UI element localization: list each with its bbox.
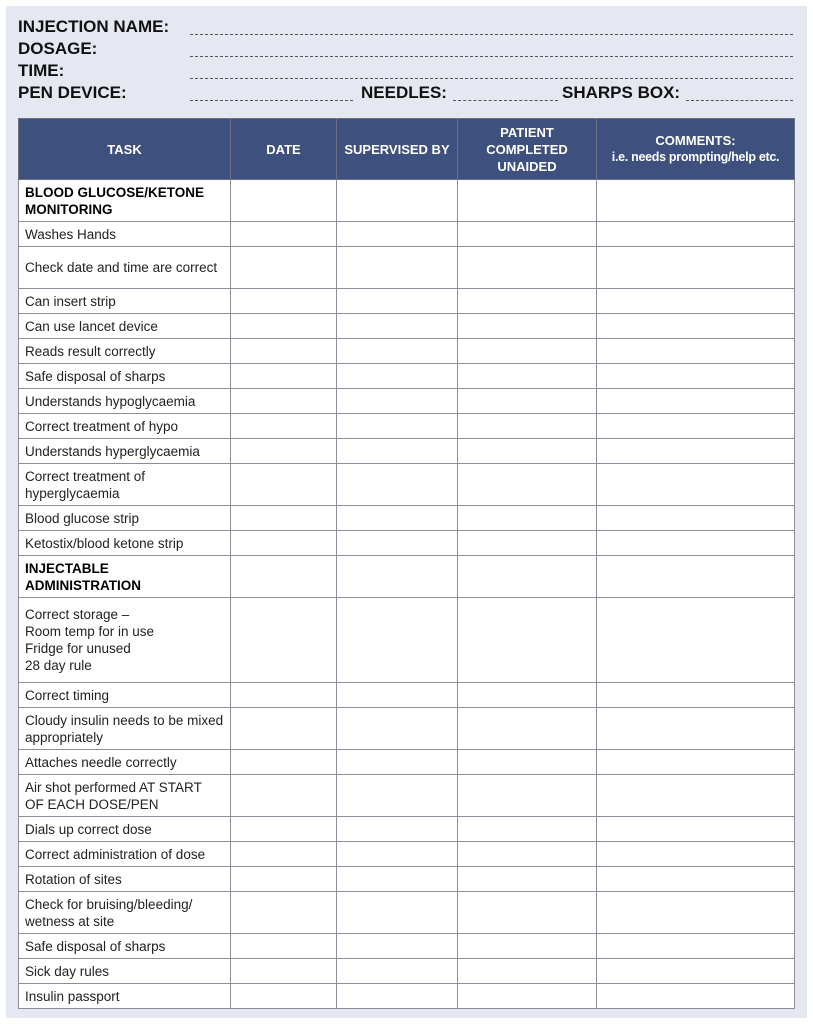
table-row [19, 389, 795, 414]
task-label: Sick day rules [19, 959, 231, 984]
supervised-by-cell[interactable] [337, 817, 458, 842]
comments-cell[interactable] [597, 531, 795, 556]
date-cell[interactable] [231, 439, 337, 464]
table-row [19, 775, 795, 817]
date-cell[interactable] [231, 984, 337, 1009]
task-label: Correct treatment of hypo [19, 414, 231, 439]
task-label: Check for bruising/bleeding/ wetness at site [19, 892, 231, 934]
supervised-by-cell[interactable] [337, 959, 458, 984]
supervised-by-cell[interactable] [337, 750, 458, 775]
comments-cell[interactable] [597, 708, 795, 750]
task-column-header: TASK [19, 119, 231, 180]
patient-completed-cell[interactable] [458, 867, 597, 892]
date-cell[interactable] [231, 414, 337, 439]
patient-completed-cell[interactable] [458, 247, 597, 289]
dosage-underline [190, 56, 793, 57]
pen-device-label: PEN DEVICE: [18, 83, 127, 102]
task-label: Dials up correct dose [19, 817, 231, 842]
section-heading: INJECTABLE ADMINISTRATION [19, 556, 231, 598]
sharps-box-label: SHARPS BOX: [562, 83, 681, 102]
supervised-by-cell[interactable] [337, 867, 458, 892]
time-underline [190, 78, 793, 79]
date-cell[interactable] [231, 598, 337, 683]
date-cell[interactable] [231, 531, 337, 556]
patient-completed-cell[interactable] [458, 314, 597, 339]
task-label: Correct administration of dose [19, 842, 231, 867]
supervised-by-cell[interactable] [337, 180, 458, 222]
date-cell[interactable] [231, 506, 337, 531]
date-cell[interactable] [231, 775, 337, 817]
date-cell[interactable] [231, 339, 337, 364]
task-label: Can insert strip [19, 289, 231, 314]
dosage-row [18, 38, 794, 60]
table-row [19, 247, 795, 289]
date-cell[interactable] [231, 959, 337, 984]
checklist-table [18, 118, 795, 1009]
patient-completed-cell[interactable] [458, 598, 597, 683]
supervised-by-cell[interactable] [337, 892, 458, 934]
comments-cell[interactable] [597, 892, 795, 934]
comments-cell[interactable] [597, 817, 795, 842]
date-cell[interactable] [231, 389, 337, 414]
supervised-by-cell[interactable] [337, 842, 458, 867]
comments-cell[interactable] [597, 984, 795, 1009]
task-label: Air shot performed AT START OF EACH DOSE/PEN [19, 775, 231, 817]
table-row [19, 314, 795, 339]
patient-completed-cell[interactable] [458, 984, 597, 1009]
table-row [19, 959, 795, 984]
task-label: Correct storage – Room temp for in use Fridge for unused 28 day rule [19, 598, 231, 683]
date-cell[interactable] [231, 683, 337, 708]
patient-completed-cell[interactable] [458, 289, 597, 314]
task-label: Understands hypoglycaemia [19, 389, 231, 414]
task-label: Understands hyperglycaemia [19, 439, 231, 464]
patient-completed-cell[interactable] [458, 775, 597, 817]
time-row [18, 60, 794, 82]
table-row [19, 414, 795, 439]
date-cell[interactable] [231, 222, 337, 247]
date-column-header: DATE [231, 119, 337, 180]
task-label: Reads result correctly [19, 339, 231, 364]
patient-completed-cell[interactable] [458, 506, 597, 531]
table-row [19, 842, 795, 867]
table-row [19, 892, 795, 934]
table-row [19, 339, 795, 364]
task-label: Can use lancet device [19, 314, 231, 339]
table-row [19, 750, 795, 775]
table-row [19, 934, 795, 959]
task-label: Correct timing [19, 683, 231, 708]
table-row [19, 506, 795, 531]
needles-label: NEEDLES: [361, 83, 447, 102]
supervised-by-cell[interactable] [337, 531, 458, 556]
comments-cell[interactable] [597, 842, 795, 867]
patient-completed-cell[interactable] [458, 389, 597, 414]
date-cell[interactable] [231, 180, 337, 222]
supervised-by-cell[interactable] [337, 389, 458, 414]
patient-completed-cell[interactable] [458, 708, 597, 750]
table-row [19, 984, 795, 1009]
patient-completed-cell[interactable] [458, 817, 597, 842]
date-cell[interactable] [231, 892, 337, 934]
supervised-by-cell[interactable] [337, 556, 458, 598]
table-row [19, 439, 795, 464]
table-row [19, 817, 795, 842]
task-label: Washes Hands [19, 222, 231, 247]
table-row [19, 598, 795, 683]
task-label: Attaches needle correctly [19, 750, 231, 775]
supervised-by-cell[interactable] [337, 506, 458, 531]
sharps-box-underline [686, 100, 793, 101]
supervised-by-cell[interactable] [337, 247, 458, 289]
patient-completed-cell[interactable] [458, 842, 597, 867]
patient-completed-cell[interactable] [458, 222, 597, 247]
comments-column-header [597, 119, 795, 180]
task-label: Insulin passport [19, 984, 231, 1009]
comments-cell[interactable] [597, 314, 795, 339]
task-label: Blood glucose strip [19, 506, 231, 531]
date-cell[interactable] [231, 842, 337, 867]
date-cell[interactable] [231, 708, 337, 750]
comments-cell[interactable] [597, 867, 795, 892]
needles-underline [453, 100, 558, 101]
date-cell[interactable] [231, 464, 337, 506]
supervised-by-cell[interactable] [337, 339, 458, 364]
date-cell[interactable] [231, 934, 337, 959]
patient-completed-cell[interactable] [458, 414, 597, 439]
supervised-by-cell[interactable] [337, 314, 458, 339]
comments-cell[interactable] [597, 289, 795, 314]
patient-completed-cell[interactable] [458, 364, 597, 389]
supervised-by-cell[interactable] [337, 598, 458, 683]
date-cell[interactable] [231, 364, 337, 389]
task-label: Check date and time are correct [19, 247, 231, 289]
task-label: Correct treatment of hyperglycaemia [19, 464, 231, 506]
patient-completed-cell[interactable] [458, 439, 597, 464]
supervised-by-cell[interactable] [337, 464, 458, 506]
pen-device-row [18, 82, 794, 104]
dosage-label: DOSAGE: [18, 39, 98, 58]
table-row [19, 364, 795, 389]
comments-cell[interactable] [597, 389, 795, 414]
task-label: Rotation of sites [19, 867, 231, 892]
supervised-by-cell[interactable] [337, 708, 458, 750]
patient-completed-cell[interactable] [458, 934, 597, 959]
table-header-row [19, 119, 795, 180]
date-cell[interactable] [231, 817, 337, 842]
time-label: TIME: [18, 61, 65, 80]
patient-completed-cell[interactable] [458, 556, 597, 598]
comments-cell[interactable] [597, 598, 795, 683]
table-row [19, 531, 795, 556]
comments-cell[interactable] [597, 464, 795, 506]
injection-name-row [18, 16, 794, 38]
date-cell[interactable] [231, 750, 337, 775]
patient-completed-cell[interactable] [458, 339, 597, 364]
comments-cell[interactable] [597, 339, 795, 364]
comments-cell[interactable] [597, 683, 795, 708]
table-row [19, 464, 795, 506]
table-row [19, 708, 795, 750]
supervised-by-cell[interactable] [337, 289, 458, 314]
table-row [19, 867, 795, 892]
patient-completed-cell[interactable] [458, 959, 597, 984]
comments-cell[interactable] [597, 775, 795, 817]
section-heading: BLOOD GLUCOSE/KETONE MONITORING [19, 180, 231, 222]
table-row [19, 222, 795, 247]
comments-cell[interactable] [597, 247, 795, 289]
comments-cell[interactable] [597, 556, 795, 598]
task-label: Cloudy insulin needs to be mixed appropriately [19, 708, 231, 750]
patient-completed-cell[interactable] [458, 750, 597, 775]
date-cell[interactable] [231, 556, 337, 598]
comments-cell[interactable] [597, 414, 795, 439]
supervised-by-cell[interactable] [337, 414, 458, 439]
date-cell[interactable] [231, 289, 337, 314]
supervised-by-cell[interactable] [337, 934, 458, 959]
supervised-by-cell[interactable] [337, 364, 458, 389]
comments-cell[interactable] [597, 506, 795, 531]
patient-completed-column-header: PATIENT COMPLETED UNAIDED [458, 119, 597, 180]
comments-cell[interactable] [597, 180, 795, 222]
table-row [19, 289, 795, 314]
task-label: Safe disposal of sharps [19, 364, 231, 389]
patient-completed-cell[interactable] [458, 464, 597, 506]
task-label: Safe disposal of sharps [19, 934, 231, 959]
date-cell[interactable] [231, 247, 337, 289]
checklist-rows [19, 180, 795, 1009]
patient-completed-cell[interactable] [458, 180, 597, 222]
comments-cell[interactable] [597, 439, 795, 464]
date-cell[interactable] [231, 867, 337, 892]
patient-completed-cell[interactable] [458, 892, 597, 934]
table-row [19, 683, 795, 708]
section-row [19, 556, 795, 598]
comments-header-title: COMMENTS: [655, 133, 736, 148]
injection-name-label: INJECTION NAME: [18, 17, 170, 36]
supervised-by-cell[interactable] [337, 439, 458, 464]
patient-completed-cell[interactable] [458, 531, 597, 556]
patient-completed-cell[interactable] [458, 683, 597, 708]
supervised-by-cell[interactable] [337, 683, 458, 708]
comments-cell[interactable] [597, 750, 795, 775]
section-row [19, 180, 795, 222]
supervised-by-column-header: SUPERVISED BY [337, 119, 458, 180]
pen-device-underline [190, 100, 353, 101]
task-label: Ketostix/blood ketone strip [19, 531, 231, 556]
comments-cell[interactable] [597, 222, 795, 247]
date-cell[interactable] [231, 314, 337, 339]
supervised-by-cell[interactable] [337, 222, 458, 247]
supervised-by-cell[interactable] [337, 984, 458, 1009]
comments-cell[interactable] [597, 934, 795, 959]
comments-header-subtitle: i.e. needs prompting/help etc. [611, 150, 780, 164]
injection-name-underline [190, 34, 793, 35]
supervised-by-cell[interactable] [337, 775, 458, 817]
comments-cell[interactable] [597, 364, 795, 389]
comments-cell[interactable] [597, 959, 795, 984]
